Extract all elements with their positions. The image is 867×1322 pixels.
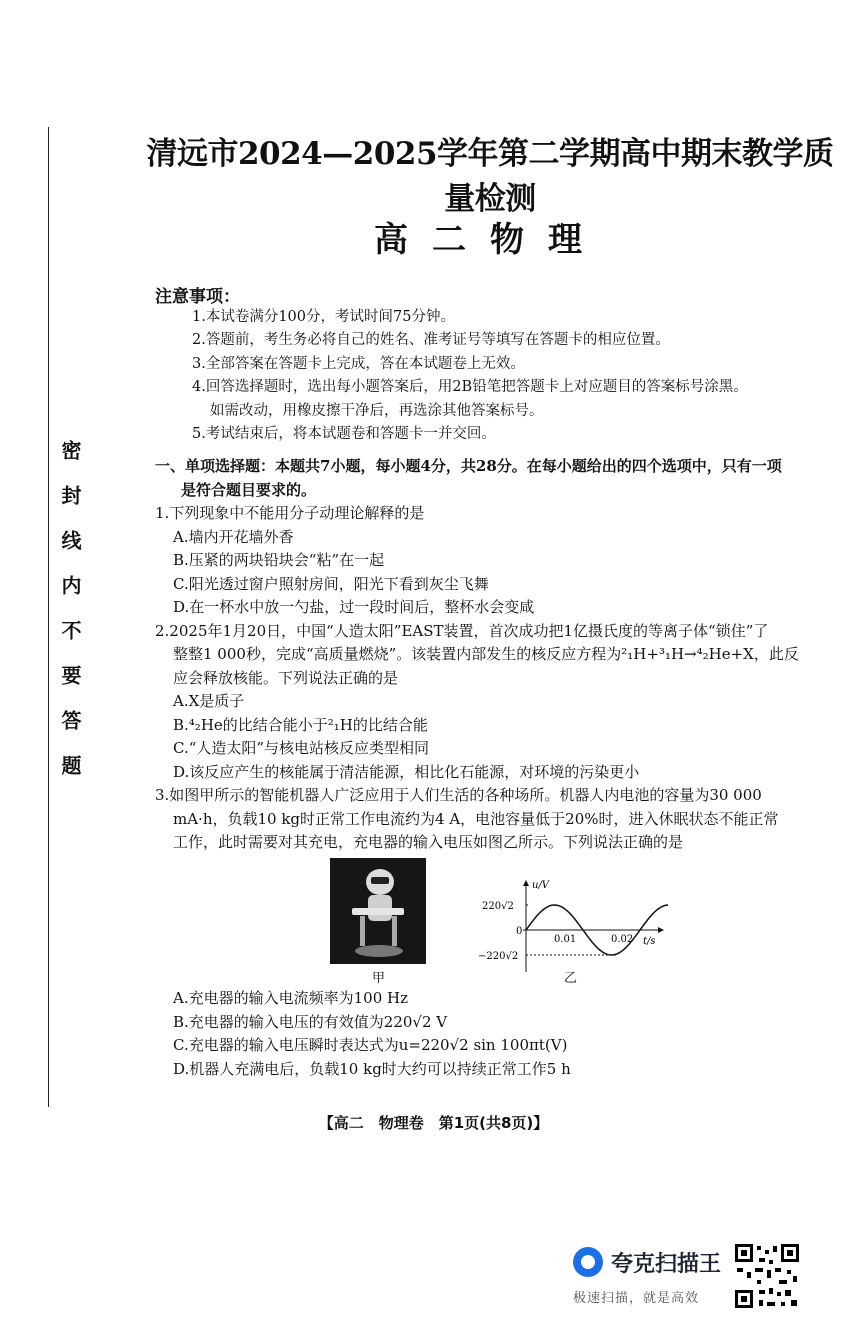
- notice-item: 4.回答选择题时，选出每小题答案后，用2B铅笔把答题卡上对应题目的答案标号涂黑。: [192, 379, 748, 396]
- question-3-option-d: D.机器人充满电后，负载10 kg时大约可以持续正常工作5 h: [173, 1059, 571, 1078]
- figure-b-label: 乙: [564, 971, 578, 986]
- binding-line: [48, 127, 49, 1107]
- exam-title: 清远市2024—2025学年第二学期高中期末教学质量检测: [146, 136, 834, 217]
- x-axis-label: t/s: [643, 936, 656, 947]
- subject-title: 高二物理: [374, 220, 606, 260]
- question-2-stem-cont: 应会释放核能。下列说法正确的是: [173, 668, 399, 687]
- notice-list: [192, 306, 832, 446]
- voltage-time-graph: [478, 876, 668, 976]
- question-3-option-a: A.充电器的输入电流频率为100 Hz: [173, 989, 408, 1007]
- y-min-label: −220√2: [478, 951, 519, 962]
- question-3-option-b: B.充电器的输入电压的有效值为220√2 V: [173, 1012, 448, 1031]
- notice-item: 1.本试卷满分100分，考试时间75分钟。: [192, 309, 455, 325]
- question-1-option-c: C.阳光透过窗户照射房间，阳光下看到灰尘飞舞: [173, 574, 489, 593]
- question-2-option-a: A.X是质子: [173, 692, 245, 710]
- questions-block-1: [155, 455, 835, 855]
- origin-label: 0: [516, 926, 523, 937]
- question-3-stem-cont: 工作，此时需要对其充电，充电器的输入电压如图乙所示。下列说法正确的是: [173, 833, 684, 851]
- question-2-option-b: B.⁴₂He的比结合能小于²₁H的比结合能: [173, 715, 428, 734]
- scanner-watermark: [573, 1245, 743, 1310]
- question-2-option-d: D.该反应产生的核能属于清洁能源，相比化石能源，对环境的污染更小: [173, 762, 640, 781]
- qr-code-icon: [733, 1242, 801, 1310]
- notice-item: 如需改动，用橡皮擦干净后，再选涂其他答案标号。: [210, 402, 544, 419]
- questions-block-2: [155, 987, 835, 1081]
- scanner-app-name: 夸克扫描王: [611, 1252, 722, 1277]
- scanner-slogan: 极速扫描，就是高效: [573, 1291, 700, 1306]
- section-heading: 一、单项选择题：本题共7小题，每小题4分，共28分。在每小题给出的四个选项中，只有一项: [155, 457, 782, 475]
- question-1-option-d: D.在一杯水中放一勺盐，过一段时间后，整杯水会变咸: [173, 598, 535, 616]
- question-2-stem-cont: 整整1 000秒，完成“高质量燃烧”。该装置内部发生的核反应方程为²₁H+³₁H→⁴₂He+X，此反: [173, 645, 799, 663]
- question-3-option-c: C.充电器的输入电压瞬时表达式为u=220√2 sin 100πt(V): [173, 1036, 568, 1054]
- y-max-label: 220√2: [482, 901, 514, 912]
- question-1-option-a: A.墙内开花墙外香: [173, 527, 294, 546]
- question-2-option-c: C.“人造太阳”与核电站核反应类型相同: [173, 739, 430, 757]
- x-tick-label: 0.02: [611, 934, 634, 945]
- notice-item: 2.答题前，考生务必将自己的姓名、准考证号等填写在答题卡的相应位置。: [192, 332, 670, 349]
- y-axis-label: u/V: [532, 880, 550, 891]
- notice-heading: 注意事项：: [155, 287, 240, 307]
- seal-line-notice: 密封线内不要答题: [58, 440, 82, 800]
- page-footer: 【高二 物理卷 第1页(共8页)】: [318, 1114, 549, 1132]
- question-3-stem-cont: mA·h，负载10 kg时正常工作电流约为4 A，电池容量低于20%时，进入休眠状态不能正常: [173, 809, 779, 828]
- section-heading-cont: 是符合题目要求的。: [181, 480, 317, 499]
- robot-photo: [330, 858, 426, 964]
- figure-a-label: 甲: [372, 971, 386, 986]
- question-1-option-b: B.压紧的两块铅块会“粘”在一起: [173, 551, 385, 569]
- notice-item: 5.考试结束后，将本试题卷和答题卡一并交回。: [192, 426, 496, 443]
- question-2-stem: 2.2025年1月20日，中国“人造太阳”EAST装置，首次成功把1亿摄氏度的等离子体“锁住”了: [155, 621, 769, 640]
- x-tick-label: 0.01: [554, 934, 577, 945]
- question-1-stem: 1.下列现象中不能用分子动理论解释的是: [155, 504, 425, 522]
- scanner-logo-icon: [573, 1247, 603, 1277]
- notice-item: 3.全部答案在答题卡上完成，答在本试题卷上无效。: [192, 355, 525, 372]
- question-3-stem: 3.如图甲所示的智能机器人广泛应用于人们生活的各种场所。机器人内电池的容量为30 000: [155, 786, 762, 804]
